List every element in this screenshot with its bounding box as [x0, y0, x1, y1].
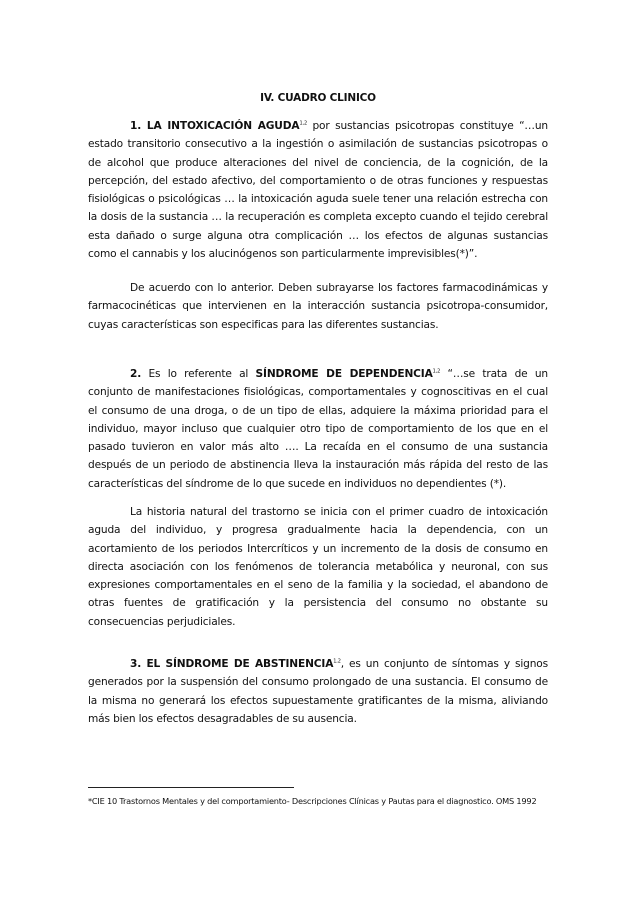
item-number: 2.: [130, 368, 142, 380]
paragraph-dependencia: [88, 365, 548, 493]
section-title: IV. CUADRO CLINICO: [260, 92, 376, 104]
reference-superscript: 1,2: [299, 120, 307, 127]
paragraph-text: por sustancias psicotropas constituye “…un estado transitorio consecutivo a la ingestión o asimilación de sustancias psicotropas o de alcohol que produce alteraciones del nivel de conciencia, de la cognición, de la percepción, del estado afectivo, del comportamiento o de otras funciones y respuestas fisiológicas o psicológicas … la intoxicación aguda suele tener una relación estrecha con la dosis de la sustancia … la recuperación es completa excepto cuando el tejido cerebral esta dañado o surge alguna otra complicación … los efectos de algunas sustancias como el cannabis y los alucinógenos son particularmente imprevisibles(*)”.: [88, 120, 548, 261]
paragraph-factores: [88, 279, 548, 334]
heading-abstinencia: 3. EL SÍNDROME DE ABSTINENCIA: [130, 658, 334, 670]
paragraph-text: , es un conjunto de síntomas y signos generados por la suspensión del consumo prolongado de una sustancia. El consumo de la misma no generará los efectos supuestamente gratificantes de la misma, aliviando más bien los efectos desagradables de su ausencia.: [88, 658, 548, 725]
paragraph-text: La historia natural del trastorno se inicia con el primer cuadro de intoxicación aguda del individuo, y progresa gradualmente hacia la dependencia, con un acortamiento de los periodos Intercríticos y un incremento de la dosis de consumo en directa asociación con los fenómenos de tolerancia metabólica y neuronal, con sus expresiones comportamentales en el seno de la familia y la sociedad, el abandono de otras fuentes de gratificación y la persistencia del consumo no obstante su consecuencias perjudiciales.: [88, 506, 548, 628]
paragraph-historia-natural: [88, 503, 548, 631]
footnote: *CIE 10 Trastornos Mentales y del comportamiento- Descripciones Clínicas y Pautas para el diagnostico. OMS 1992: [88, 796, 537, 806]
paragraph-text: “…se trata de un conjunto de manifestaciones fisiológicas, comportamentales y cognoscitivas en el cual el consumo de una droga, o de un tipo de ellas, adquiere la máxima prioridad para el individuo, mayor incluso que cualquier otro tipo de comportamiento de los que en el pasado tuvieron en valor más alto …. La recaída en el consumo de una sustancia después de un periodo de abstinencia lleva la instauración más rápida del resto de las características del síndrome de lo que sucede en individuos no dependientes (*).: [88, 368, 549, 490]
footnote-divider: [88, 787, 294, 788]
paragraph-text: De acuerdo con lo anterior. Deben subrayarse los factores farmacodinámicas y farmacocinéticas que intervienen en la interacción sustancia psicotropa-consumidor, cuyas características son especificas para las diferentes sustancias.: [88, 282, 548, 331]
heading-dependencia: SÍNDROME DE DEPENDENCIA: [255, 368, 433, 380]
reference-superscript: 1,2: [432, 368, 441, 375]
paragraph-text: Es lo referente al: [141, 368, 256, 380]
heading-intoxicacion: 1. LA INTOXICACIÓN AGUDA: [130, 120, 300, 132]
reference-superscript: 1,2: [333, 658, 341, 665]
paragraph-intoxicacion: [88, 117, 548, 263]
paragraph-abstinencia: [88, 655, 548, 728]
